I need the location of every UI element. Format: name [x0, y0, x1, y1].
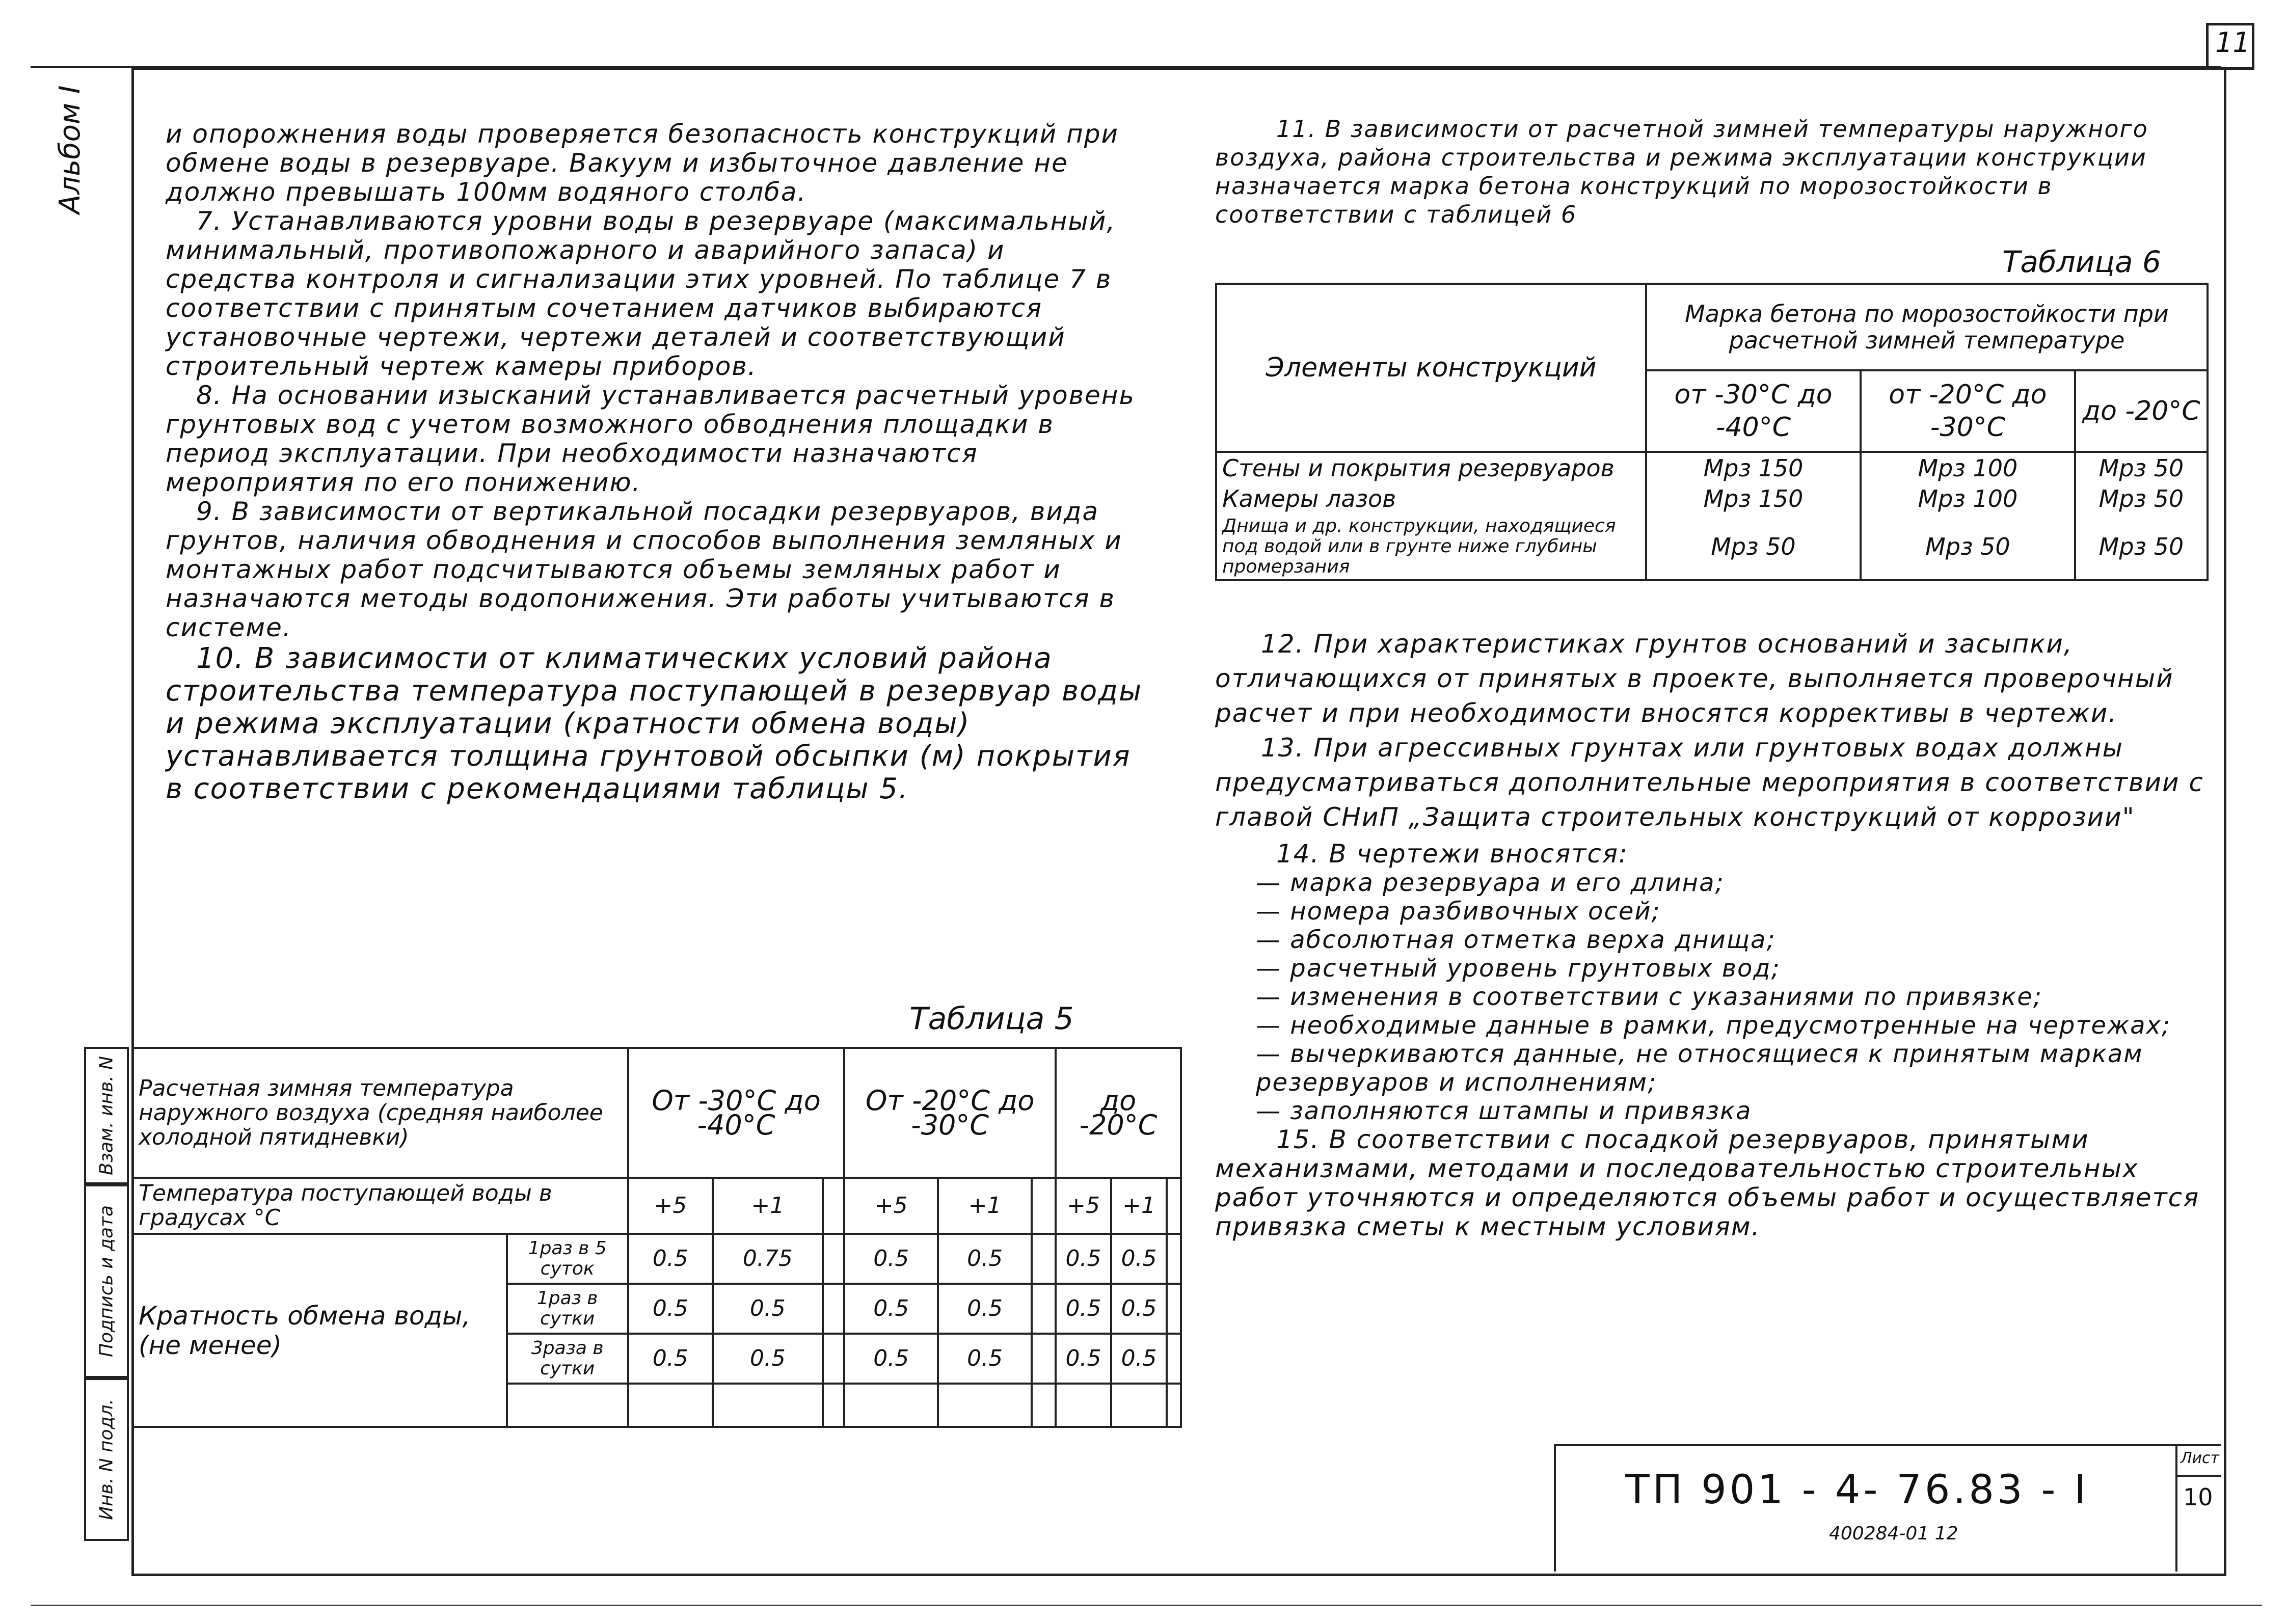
left-para-intro: и опорожнения воды проверяется безопасность конструкций при обмене воды в резервуаре. Вакуум и избыточное давление не должно превышать 100мм водяного столба.: [166, 119, 1119, 207]
table6-cell: Мрз 50: [2075, 452, 2208, 483]
side-stamp-text: Подпись и дата: [96, 1205, 117, 1358]
table5-cell: 0.5: [938, 1234, 1032, 1284]
table6-caption: Таблица 6: [2002, 245, 2161, 279]
side-stamp-cell: [84, 1378, 129, 1541]
table5-cell: 0.5: [844, 1334, 938, 1384]
table5-cell: [823, 1234, 844, 1284]
table6-cell: Мрз 150: [1646, 452, 1861, 483]
table5-multiplicity-label: Кратность обмена воды, (не менее): [132, 1234, 507, 1427]
table5-range-2: От -20°С до -30°С: [844, 1048, 1056, 1178]
table5-empty-cell: [1056, 1384, 1111, 1427]
table6-range: до -20°С: [2075, 370, 2208, 452]
table5-cell: 0.5: [628, 1334, 713, 1384]
table5-row-label: 1раз в сутки: [507, 1284, 628, 1334]
corner-number: 11: [2215, 26, 2250, 59]
left-para-10: 10. В зависимости от климатических условий района строительства температура поступающей в резервуар воды и режима эксплуатации (кратности обмена воды) устанавливается толщина грунтовой обсыпки (м) покрытия в соответствии с рекомендациями таблицы 5.: [166, 642, 1143, 805]
table6-element: Камеры лазов: [1216, 483, 1646, 514]
left-text-block: [166, 120, 1144, 805]
table5-empty-cell: [844, 1384, 938, 1427]
list-item: — необходимые данные в рамки, предусмотренные на чертежах;: [1256, 1011, 2171, 1040]
table6-cell: Мрз 50: [2075, 483, 2208, 514]
right-text-bottom: [1215, 627, 2209, 1241]
table5-empty-cell: [507, 1384, 628, 1427]
table6: [1215, 283, 2209, 581]
table6-cell: Мрз 50: [2075, 514, 2208, 580]
table5-cell: 0.5: [1111, 1234, 1167, 1284]
table5-cell: 0.5: [1056, 1284, 1111, 1334]
table5-row-label: 1раз в 5 суток: [507, 1234, 628, 1284]
table5-cell: [823, 1284, 844, 1334]
right-para-11: 11. В зависимости от расчетной зимней температуры наружного воздуха, района строительства и режима эксплуатации конструкции назначается марка бетона конструкций по морозостойкости в соответствии с таблицей 6: [1215, 115, 2148, 228]
table5-cell: [1032, 1234, 1056, 1284]
right-text-top: [1215, 115, 2203, 229]
table5-cell: 0.5: [844, 1284, 938, 1334]
list-item: — абсолютная отметка верха днища;: [1256, 926, 1776, 954]
table5-cell: 0.5: [628, 1234, 713, 1284]
table5-temp: [1032, 1178, 1056, 1234]
table5-cell: 0.5: [1111, 1284, 1167, 1334]
table5-temp: +5: [1056, 1178, 1111, 1234]
right-para-15: 15. В соответствии с посадкой резервуаров, принятыми механизмами, методами и последовательностью строительных работ уточняются и определяются объемы работ и осуществляется привязка сметы к местным условиям.: [1215, 1125, 2200, 1241]
table5-cell: 0.5: [628, 1284, 713, 1334]
side-stamp-cell: [84, 1184, 129, 1378]
table5-range-3: до -20°С: [1056, 1048, 1181, 1178]
table5-empty-cell: [1032, 1384, 1056, 1427]
sheet-number: 10: [2183, 1483, 2213, 1511]
table5-temp: [823, 1178, 844, 1234]
table5-cell: [823, 1334, 844, 1384]
table5-temp-label: Температура поступающей воды в градусах °С: [132, 1178, 628, 1234]
table5-cell: 0.5: [1056, 1334, 1111, 1384]
title-block-divider: [1554, 1444, 1556, 1572]
table6-cell: Мрз 150: [1646, 483, 1861, 514]
list-item: — заполняются штампы и привязка: [1256, 1097, 1752, 1125]
table5-cell: [1167, 1334, 1181, 1384]
left-para-7: 7. Устанавливаются уровни воды в резервуаре (максимальный, минимальный, противопожарного и аварийного запаса) и средства контроля и сигнализации этих уровней. По таблице 7 в соответствии с принятым сочетанием датчиков выбираются установочные чертежи, чертежи деталей и соответствующий строительный чертеж камеры приборов.: [166, 206, 1116, 381]
top-line: [31, 66, 2221, 68]
list-item: — марка резервуара и его длина;: [1256, 869, 1725, 897]
footer-note: 400284-01 12: [1829, 1523, 1958, 1544]
right-para-12: 12. При характеристиках грунтов оснований и засыпки, отличающихся от принятых в проекте, выполняется проверочный расчет и при необходимости вносятся коррективы в чертежи.: [1215, 629, 2174, 728]
table5-empty-cell: [1167, 1384, 1181, 1427]
table5-cell: 0.5: [1056, 1234, 1111, 1284]
side-stamp-cell: [84, 1047, 129, 1184]
table6-group-header: Марка бетона по морозостойкости при расчетной зимней температуре: [1646, 284, 2208, 370]
table5-empty-cell: [938, 1384, 1032, 1427]
table5-empty-cell: [1111, 1384, 1167, 1427]
table6-range: от -30°С до -40°С: [1646, 370, 1861, 452]
table5-cell: 0.5: [844, 1234, 938, 1284]
table5-temp: +5: [844, 1178, 938, 1234]
table5-cell: 0.5: [713, 1334, 823, 1384]
table5-empty-cell: [713, 1384, 823, 1427]
table5-cell: 0.5: [713, 1284, 823, 1334]
table5-caption: Таблица 5: [909, 1001, 1074, 1037]
title-block-code: ТП 901 - 4- 76.83 - I: [1625, 1467, 2089, 1513]
list-item: — вычеркиваются данные, не относящиеся к принятым маркам резервуаров и исполнениям;: [1256, 1040, 2143, 1097]
table6-cell: Мрз 100: [1861, 452, 2075, 483]
table5-cell: 0.5: [1111, 1334, 1167, 1384]
table5-temp: [1167, 1178, 1181, 1234]
table6-range: от -20°С до -30°С: [1861, 370, 2075, 452]
right-para-13: 13. При агрессивных грунтах или грунтовых водах должны предусматриваться дополнительные мероприятия в соответствии с главой СНиП „Защита строительных конструкций от коррозии": [1215, 733, 2204, 832]
table5-cell: [1032, 1284, 1056, 1334]
list-item: — номера разбивочных осей;: [1256, 897, 1661, 926]
table5-cell: 0.5: [938, 1334, 1032, 1384]
table5-temp: +5: [628, 1178, 713, 1234]
side-stamp-text: Инв. N подл.: [96, 1399, 117, 1520]
table5-empty-cell: [628, 1384, 713, 1427]
table5-temp: +1: [1111, 1178, 1167, 1234]
table5-cell: 0.5: [938, 1284, 1032, 1334]
table5-empty-cell: [823, 1384, 844, 1427]
table6-cell: Мрз 50: [1646, 514, 1861, 580]
sheet-label: Лист: [2181, 1449, 2220, 1467]
right-para-14-list: [1215, 869, 2209, 1125]
table5-header-label: Расчетная зимняя температура наружного воздуха (средняя наиболее холодной пятидневки): [132, 1048, 628, 1178]
table6-cell: Мрз 100: [1861, 483, 2075, 514]
table5-range-1: От -30°С до -40°С: [628, 1048, 845, 1178]
table6-cell: Мрз 50: [1861, 514, 2075, 580]
table6-element: Стены и покрытия резервуаров: [1216, 452, 1646, 483]
table5-temp: +1: [938, 1178, 1032, 1234]
list-item: — изменения в соответствии с указаниями по привязке;: [1256, 983, 2042, 1011]
table6-col1-header: Элементы конструкций: [1216, 284, 1646, 452]
table5-temp: +1: [713, 1178, 823, 1234]
bottom-line: [31, 1605, 2262, 1606]
side-stamp-text: Взам. инв. N: [96, 1056, 117, 1175]
table5-cell: [1167, 1284, 1181, 1334]
sheet-number-box: [2175, 1475, 2221, 1477]
table6-element: Днища и др. конструкции, находящиеся под водой или в грунте ниже глубины промерзания: [1216, 514, 1646, 580]
list-item: — расчетный уровень грунтовых вод;: [1256, 954, 1781, 983]
left-para-9: 9. В зависимости от вертикальной посадки резервуаров, вида грунтов, наличия обводнения и способов выполнения земляных и монтажных работ подсчитываются объемы земляных работ и назначаются методы водопонижения. Эти работы учитываются в системе.: [166, 497, 1122, 642]
album-label: Альбом I: [53, 85, 87, 214]
table5-cell: [1167, 1234, 1181, 1284]
title-block-line: [1554, 1444, 2221, 1446]
table5-row-label: 3раза в сутки: [507, 1334, 628, 1384]
table5-cell: [1032, 1334, 1056, 1384]
table5-cell: 0.75: [713, 1234, 823, 1284]
right-para-14-title: 14. В чертежи вносятся:: [1276, 839, 1628, 869]
table5: [131, 1047, 1182, 1428]
left-para-8: 8. На основании изысканий устанавливается расчетный уровень грунтовых вод с учетом возможного обводнения площадки в период эксплуатации. При необходимости назначаются мероприятия по его понижению.: [166, 381, 1135, 497]
